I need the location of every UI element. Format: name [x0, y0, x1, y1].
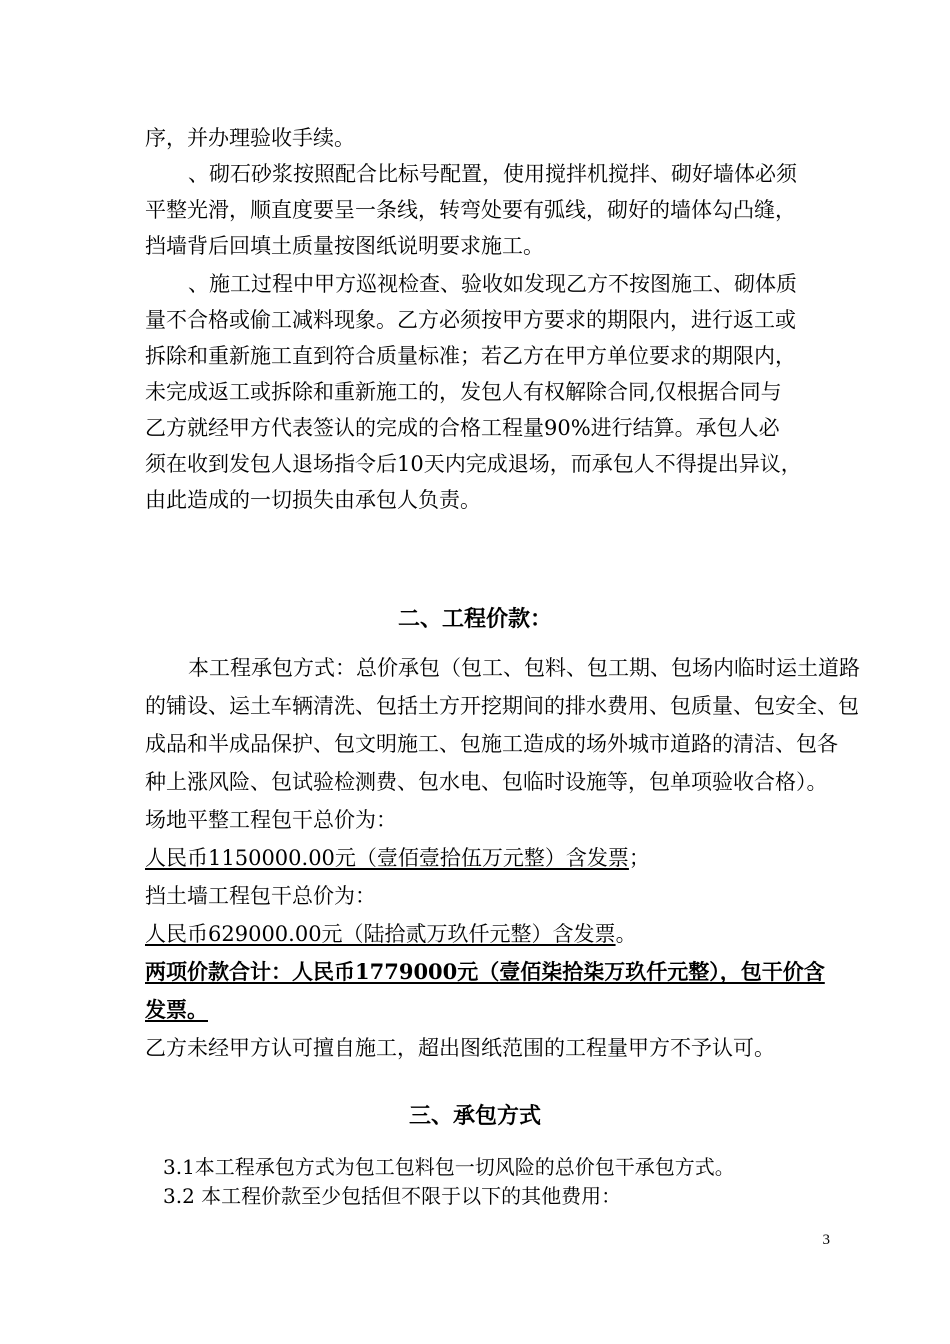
underlined-price: 人民币1150000.00元（壹佰壹拾伍万元整）含发票 — [145, 846, 629, 870]
page-number: 3 — [822, 1232, 830, 1248]
section-heading-contract-method: 三、承包方式 — [408, 1103, 541, 1129]
price-line-retaining-wall — [145, 919, 865, 949]
paragraph-line: 场地平整工程包干总价为： — [145, 808, 397, 832]
paragraph-line: 由此造成的一切损失由承包人负责。 — [145, 488, 481, 512]
total-price-line-cont: 发票。 — [145, 997, 208, 1022]
price-line-site-leveling — [145, 843, 865, 873]
underlined-price: 人民币629000.00元（陆拾贰万玖仟元整）含发票 — [145, 922, 616, 946]
punctuation: ； — [628, 846, 650, 870]
paragraph-line: 乙方未经甲方认可擅自施工，超出图纸范围的工程量甲方不予认可。 — [145, 1036, 775, 1060]
paragraph-line: 成品和半成品保护、包文明施工、包施工造成的场外城市道路的清洁、包各 — [145, 732, 838, 756]
paragraph-line: 种上涨风险、包试验检测费、包水电、包临时设施等，包单项验收合格）。 — [145, 770, 828, 794]
paragraph-line: 的铺设、运土车辆清洗、包括土方开挖期间的排水费用、包质量、包安全、包 — [145, 694, 859, 718]
paragraph-line: 序，并办理验收手续。 — [145, 126, 355, 150]
paragraph-line: 、砌石砂浆按照配合比标号配置，使用搅拌机搅拌、砌好墙体必须 — [188, 162, 797, 186]
section-heading-price: 二、工程价款： — [397, 606, 552, 632]
paragraph-line: 乙方就经甲方代表签认的完成的合格工程量90%进行结算。承包人必 — [145, 416, 780, 440]
paragraph-line: 本工程承包方式：总价承包（包工、包料、包工期、包场内临时运土道路 — [188, 656, 860, 680]
paragraph-line: 平整光滑，顺直度要呈一条线，转弯处要有弧线，砌好的墙体勾凸缝， — [145, 198, 796, 222]
total-price-line: 两项价款合计：人民币1779000元（壹佰柒拾柒万玖仟元整），包干价含 — [145, 959, 825, 984]
paragraph-line: 、施工过程中甲方巡视检查、验收如发现乙方不按图施工、砌体质 — [188, 272, 797, 296]
paragraph-line: 量不合格或偷工减料现象。乙方必须按甲方要求的期限内，进行返工或 — [145, 308, 796, 332]
paragraph-line: 拆除和重新施工直到符合质量标准；若乙方在甲方单位要求的期限内， — [145, 344, 796, 368]
paragraph-line: 未完成返工或拆除和重新施工的，发包人有权解除合同,仅根据合同与 — [145, 380, 782, 404]
paragraph-line: 须在收到发包人退场指令后10天内完成退场，而承包人不得提出异议， — [145, 452, 802, 476]
clause-3-2: 3.2 本工程价款至少包括但不限于以下的其他费用： — [163, 1184, 622, 1208]
paragraph-line: 挡墙背后回填土质量按图纸说明要求施工。 — [145, 234, 544, 258]
paragraph-line: 挡土墙工程包干总价为： — [145, 884, 376, 908]
punctuation: 。 — [615, 922, 637, 946]
clause-3-1: 3.1本工程承包方式为包工包料包一切风险的总价包干承包方式。 — [163, 1155, 735, 1179]
